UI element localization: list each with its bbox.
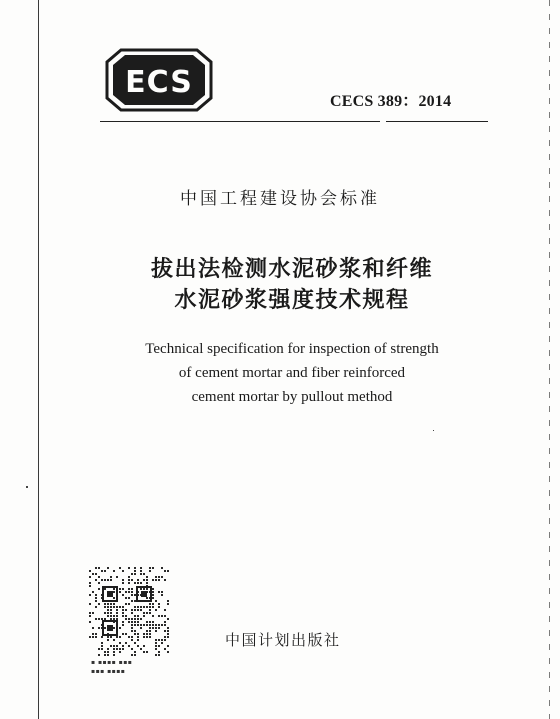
header-divider bbox=[100, 121, 488, 122]
title-en-line-3: cement mortar by pullout method bbox=[191, 389, 393, 405]
title-en-line-1: Technical specification for inspection of strength bbox=[145, 341, 439, 357]
title-cn-line-2: 水泥砂浆强度技术规程 bbox=[174, 288, 410, 313]
qr-code-icon bbox=[87, 565, 171, 657]
publisher-name: 中国计划出版社 bbox=[225, 631, 341, 649]
title-cn-line-1: 拔出法检测水泥砂浆和纤维 bbox=[150, 257, 433, 282]
scan-edge-line bbox=[549, 0, 550, 719]
issuer-title: 中国工程建设协会标准 bbox=[180, 189, 380, 209]
stamp-caption-line: ▪ ▪▪▪▪ ▪▪▪ bbox=[91, 659, 133, 666]
title-en-line-2: of cement mortar and fiber reinforced bbox=[178, 365, 406, 381]
scan-binding-line bbox=[38, 0, 39, 719]
svg-text:ECS: ECS bbox=[125, 65, 193, 100]
standard-number: CECS 389：2014 bbox=[330, 93, 452, 110]
scan-speck bbox=[433, 430, 434, 431]
stamp-caption-line: ▪▪▪ ▪▪▪▪ bbox=[91, 668, 126, 675]
anti-counterfeit-stamp bbox=[87, 565, 171, 675]
ecs-logo-icon bbox=[103, 46, 215, 114]
scan-speck bbox=[26, 486, 28, 488]
